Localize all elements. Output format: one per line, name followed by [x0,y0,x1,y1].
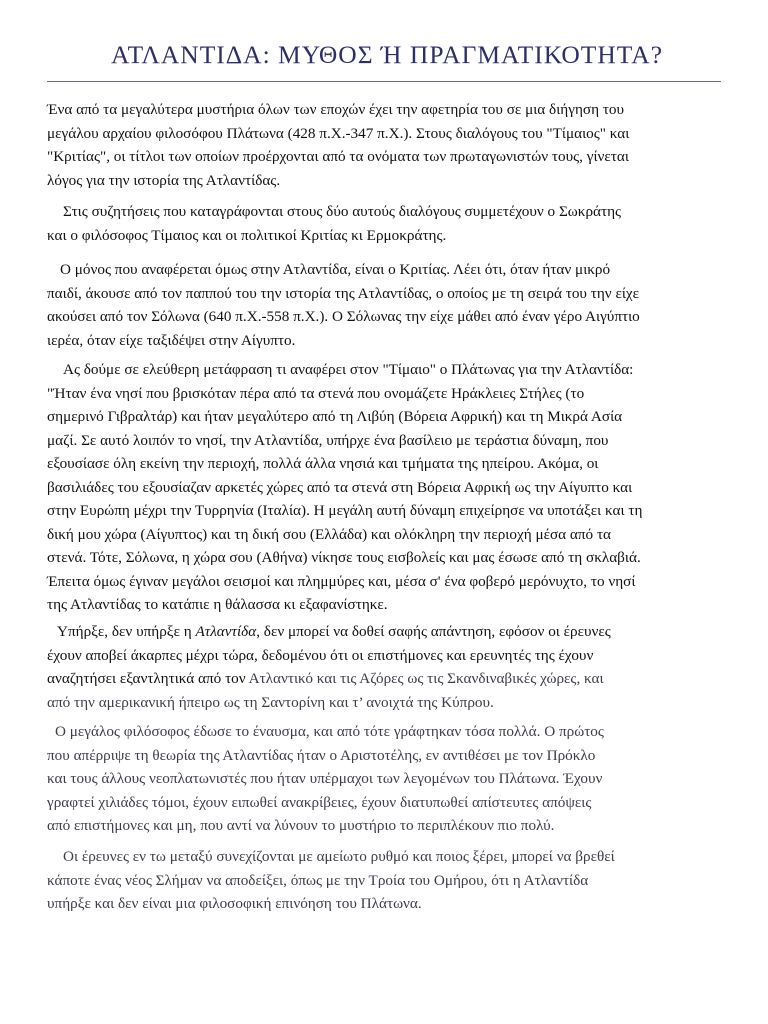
text-line: από επιστήμονες και μη, που αντί να λύνουν το μυστήριο το περιπλέκουν πιο πολύ. [47,817,555,834]
text-line: ιερέα, όταν είχε ταξιδέψει στην Αίγυπτο. [47,331,296,349]
paragraph-research [47,845,723,916]
atlantis-emphasis: Ατλαντίδα [195,623,257,640]
title-divider [47,81,721,82]
text-line: και τους άλλους νεοπλατωνιστές που ήταν υπέρμαχοι των λεγομένων του Πλάτωνα. Έχουν [47,770,603,787]
text-line: σημερινό Γιβραλτάρ) και ήταν μεγαλύτερο από τη Λιβύη (Βόρεια Αφρική) και τη Μικρά Ασία [47,408,623,425]
text-line: που απέρριψε τη θεωρία της Ατλαντίδας ήταν ο Αριστοτέλης, εν αντιθέσει με τον Πρόκλο [47,746,596,764]
text-line [47,667,723,691]
paragraph-timaeus-translation [47,358,723,617]
text-line: Ας δούμε σε ελεύθερη μετάφραση τι αναφέρει στον "Τίμαιο" ο Πλάτωνας για την Ατλαντίδα: [63,361,634,378]
text-line: βασιλιάδες του εξουσίαζαν αρκετές χώρες από τα στενά στη Βόρεια Αφρική ως την Αίγυπτο και [47,478,633,496]
paragraph-intro [47,98,723,192]
text-line: "Κριτίας", οι τίτλοι των οποίων προέρχονται από τα ονόματα των πρωταγωνιστών τους, γίνεται [47,148,629,165]
text-line: παιδί, άκουσε από τον παππού του την ιστορία της Ατλαντίδας, ο οποίος με τη σειρά του την είχε [47,284,640,302]
text-line: δική μου χώρα (Αίγυπτος) και τη δική σου (Ελλάδα) και ολόκληρη την περιοχή μέσα από τα [47,525,612,543]
text-line: μεγάλου αρχαίου φιλοσόφου Πλάτωνα (428 π.Χ.-347 π.Χ.). Στους διαλόγους του "Τίμαιος" και [47,124,630,142]
text-line: ακούσει από τον Σόλωνα (640 π.Χ.-558 π.Χ.). Ο Σόλωνας την είχε μάθει από έναν γέρο Αιγύπτιο [47,308,640,325]
text-line: Έπειτα όμως έγιναν μεγάλοι σεισμοί και πλημμύρες και, μέσα σ' ένα φοβερό μερόνυχτο, το νησί [47,572,636,590]
text-line: υπήρξε και δεν είναι μια φιλοσοφική επινόηση του Πλάτωνα. [47,895,422,912]
text-line: στενά. Τότε, Σόλωνα, η χώρα σου (Αθήνα) νίκησε τους εισβολείς και μας έσωσε από τη σκλαβιά. [47,549,641,566]
text-line: Ο μεγάλος φιλόσοφος έδωσε το έναυσμα, και από τότε γράφτηκαν τόσα πολλά. Ο πρώτος [55,723,604,740]
text-line: Στις συζητήσεις που καταγράφονται στους δύο αυτούς διαλόγους συμμετέχουν ο Σωκράτης [63,203,622,220]
text-line: Οι έρευνες εν τω μεταξύ συνεχίζονται με αμείωτο ρυθμό και ποιος ξέρει, μπορεί να βρεθεί [63,848,615,865]
text-line: στην Ευρώπη μέχρι την Τυρρηνία (Ιταλία). Η μεγάλη αυτή δύναμη επιχείρησε να υποτάξει και τη [47,502,643,519]
text-segment: αναζητήσει εξαντλητικά από τον [47,670,249,687]
text-line: "Ήταν ένα νησί που βρισκόταν πέρα από τα στενά που ονομάζετε Ηράκλειες Στήλες (το [47,384,585,402]
text-line: Ο μόνος που αναφέρεται όμως στην Ατλαντίδα, είναι ο Κριτίας. Λέει ότι, όταν ήταν μικρό [60,261,611,278]
paragraph-dialogues [47,200,723,247]
text-line: κάποτε ένας νέος Σλήμαν να αποδείξει, όπως με την Τροία του Ομήρου, ότι η Ατλαντίδα [47,871,589,889]
text-segment: , δεν μπορεί να δοθεί σαφής απάντηση, εφόσον οι έρευνες [256,623,611,640]
page-title: ΑΤΛΑΝΤΙΔΑ: ΜΥΘΟΣ Ή ΠΡΑΓΜΑΤΙΚΟΤΗΤΑ? [110,40,664,69]
text-line: και ο φιλόσοφος Τίμαιος και οι πολιτικοί Κριτίας κι Ερμοκράτης. [47,226,447,244]
text-line: μαζί. Σε αυτό λοιπόν το νησί, την Ατλαντίδα, υπήρχε ένα βασίλειο με τεράστια δύναμη, που [47,431,609,449]
paragraph-philosophers [47,720,723,838]
text-line: λόγος για την ιστορία της Ατλαντίδας. [47,171,281,189]
text-line: Ένα από τα μεγαλύτερα μυστήρια όλων των εποχών έχει την αφετηρία του σε μια διήγηση του [47,101,625,118]
paragraph-critias [47,258,723,352]
text-segment: Ατλαντικό και τις Αζόρες ως τις Σκανδιναβικές χώρες, και [248,670,604,687]
text-line: γραφτεί χιλιάδες τόμοι, έχουν ειπωθεί ανακρίβειες, έχουν διατυπωθεί απίστευτες απόψεις [47,793,592,811]
paragraph-existence [47,620,723,714]
text-line: από την αμερικανική ήπειρο ως τη Σαντορίνη και τ’ ανοιχτά της Κύπρου. [47,693,494,711]
text-line [47,620,723,644]
text-line: έχουν αποβεί άκαρπες μέχρι τώρα, δεδομένου ότι οι επιστήμονες και ερευνητές της έχουν [47,646,594,664]
text-line: εξουσίασε όλη εκείνη την περιοχή, πολλά άλλα νησιά και τμήματα της ηπείρου. Ακόμα, οι [47,455,599,472]
text-segment: Υπήρξε, δεν υπήρξε η [57,623,196,640]
text-line: της Ατλαντίδας το κατάπιε η θάλασσα κι εξαφανίστηκε. [47,596,388,613]
